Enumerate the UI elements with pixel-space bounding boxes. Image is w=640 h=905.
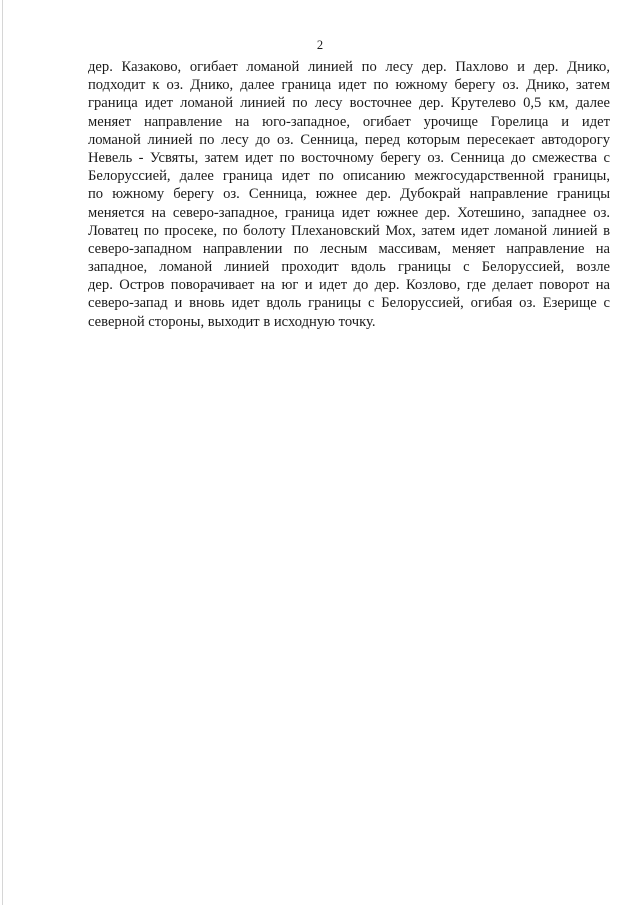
text-line: меняется на северо-западное, граница идет южнее дер. Хотешино, западнее оз. [88, 204, 610, 221]
text-line: Ловатец по просеке, по болоту Плехановский Мох, затем идет ломаной линией в [88, 222, 610, 239]
text-line: дер. Казаково, огибает ломаной линией по лесу дер. Пахлово и дер. Днико, [88, 59, 610, 75]
text-line: Белоруссией, далее граница идет по описанию межгосударственной границы, [88, 168, 610, 185]
text-line: ломаной линией по лесу до оз. Сенница, перед которым пересекает автодорогу [88, 131, 610, 148]
text-line: дер. Остров поворачивает на юг и идет до дер. Козлово, где делает поворот на [88, 277, 610, 294]
scan-edge [2, 0, 3, 905]
body-paragraph [88, 58, 610, 331]
text-line: меняет направление на юго-западное, огибает урочище Горелица и идет [88, 113, 610, 130]
text-line: Невель - Усвяты, затем идет по восточному берегу оз. Сенница до смежества с [88, 149, 610, 166]
text-line: подходит к оз. Днико, далее граница идет по южному берегу оз. Днико, затем [88, 77, 610, 94]
text-line: северной стороны, выходит в исходную точку. [88, 313, 376, 330]
text-line: северо-запад и вновь идет вдоль границы с Белоруссией, огибая оз. Езерище с [88, 295, 610, 312]
text-line: западное, ломаной линией проходит вдоль границы с Белоруссией, возле [88, 259, 610, 276]
text-line: по южному берегу оз. Сенница, южнее дер. Дубокрай направление границы [88, 186, 610, 203]
text-line: граница идет ломаной линией по лесу восточнее дер. Крутелево 0,5 км, далее [88, 95, 610, 112]
text-line: северо-западном направлении по лесным массивам, меняет направление на [88, 240, 610, 257]
page-number: 2 [316, 38, 324, 52]
